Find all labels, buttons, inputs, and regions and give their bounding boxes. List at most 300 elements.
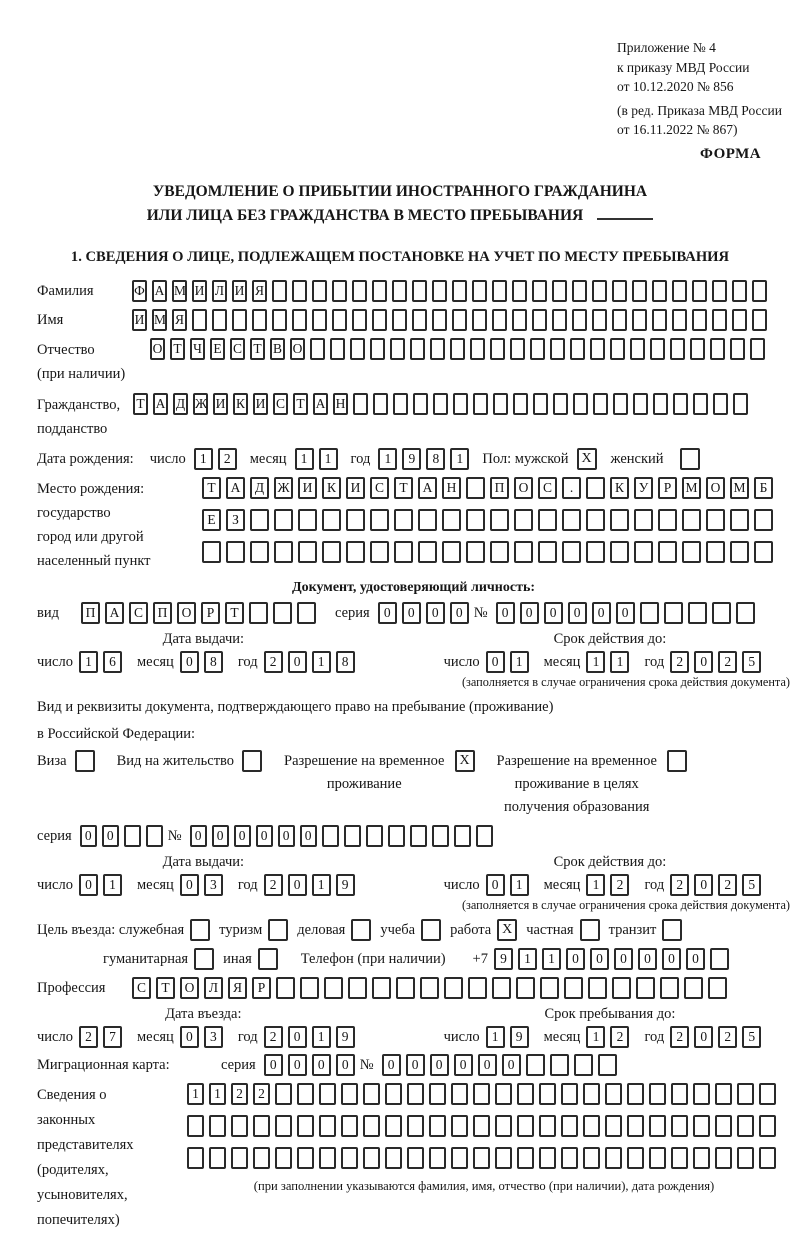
form-cell[interactable] bbox=[553, 393, 568, 415]
form-cell[interactable] bbox=[432, 825, 449, 847]
form-cell[interactable] bbox=[473, 1115, 490, 1137]
form-cell[interactable]: Т bbox=[225, 602, 244, 624]
form-cell[interactable] bbox=[730, 338, 745, 360]
form-cell[interactable]: 2 bbox=[670, 1026, 689, 1048]
form-cell[interactable]: 5 bbox=[742, 651, 761, 673]
form-cell[interactable] bbox=[693, 1147, 710, 1169]
form-cell[interactable]: 0 bbox=[544, 602, 563, 624]
form-cell[interactable] bbox=[640, 602, 659, 624]
form-cell[interactable] bbox=[392, 280, 407, 302]
form-cell[interactable] bbox=[682, 541, 701, 563]
doc-number-cells[interactable] bbox=[496, 602, 760, 624]
form-cell[interactable]: Н bbox=[333, 393, 348, 415]
form-cell[interactable]: 9 bbox=[494, 948, 513, 970]
form-cell[interactable]: 1 bbox=[187, 1083, 204, 1105]
form-cell[interactable]: А bbox=[226, 477, 245, 499]
purpose-humanitarian-checkbox[interactable] bbox=[194, 948, 214, 970]
form-cell[interactable] bbox=[451, 1147, 468, 1169]
stay-month-cells[interactable] bbox=[586, 1026, 634, 1048]
form-cell[interactable] bbox=[532, 280, 547, 302]
residence-number-cells[interactable] bbox=[190, 825, 498, 847]
purpose-tourism-checkbox[interactable] bbox=[268, 919, 288, 941]
form-cell[interactable]: 9 bbox=[336, 874, 355, 896]
form-cell[interactable]: 0 bbox=[502, 1054, 521, 1076]
form-cell[interactable] bbox=[298, 541, 317, 563]
form-cell[interactable] bbox=[583, 1083, 600, 1105]
form-cell[interactable]: 0 bbox=[102, 825, 119, 847]
form-cell[interactable]: П bbox=[81, 602, 100, 624]
form-cell[interactable] bbox=[759, 1083, 776, 1105]
form-cell[interactable]: 1 bbox=[510, 651, 529, 673]
form-cell[interactable]: 0 bbox=[662, 948, 681, 970]
form-cell[interactable] bbox=[442, 541, 461, 563]
form-cell[interactable] bbox=[453, 393, 468, 415]
form-cell[interactable]: И bbox=[132, 309, 147, 331]
form-cell[interactable] bbox=[533, 393, 548, 415]
form-cell[interactable]: 2 bbox=[718, 1026, 737, 1048]
form-cell[interactable] bbox=[690, 338, 705, 360]
form-cell[interactable] bbox=[759, 1147, 776, 1169]
form-cell[interactable]: 0 bbox=[212, 825, 229, 847]
form-cell[interactable]: 0 bbox=[256, 825, 273, 847]
form-cell[interactable] bbox=[730, 541, 749, 563]
purpose-official-checkbox[interactable] bbox=[190, 919, 210, 941]
form-cell[interactable] bbox=[231, 1147, 248, 1169]
form-cell[interactable]: . bbox=[562, 477, 581, 499]
form-cell[interactable] bbox=[430, 338, 445, 360]
form-cell[interactable] bbox=[562, 541, 581, 563]
form-cell[interactable] bbox=[649, 1083, 666, 1105]
form-cell[interactable] bbox=[605, 1115, 622, 1137]
form-cell[interactable] bbox=[341, 1147, 358, 1169]
form-cell[interactable] bbox=[592, 280, 607, 302]
form-cell[interactable]: 0 bbox=[592, 602, 611, 624]
form-cell[interactable] bbox=[252, 309, 267, 331]
form-cell[interactable] bbox=[671, 1115, 688, 1137]
form-cell[interactable] bbox=[649, 1147, 666, 1169]
form-cell[interactable] bbox=[341, 1115, 358, 1137]
form-cell[interactable]: 0 bbox=[180, 1026, 199, 1048]
form-cell[interactable] bbox=[297, 1083, 314, 1105]
purpose-business-checkbox[interactable] bbox=[351, 919, 371, 941]
form-cell[interactable] bbox=[370, 541, 389, 563]
birth-place-row2-cells[interactable] bbox=[202, 509, 778, 531]
form-cell[interactable] bbox=[300, 977, 319, 999]
form-cell[interactable] bbox=[202, 541, 221, 563]
form-cell[interactable]: М bbox=[730, 477, 749, 499]
form-cell[interactable]: Ч bbox=[190, 338, 205, 360]
form-cell[interactable] bbox=[650, 338, 665, 360]
form-cell[interactable] bbox=[297, 1115, 314, 1137]
form-cell[interactable]: 2 bbox=[610, 1026, 629, 1048]
birth-month-cells[interactable] bbox=[295, 448, 343, 470]
purpose-work-checkbox[interactable]: X bbox=[497, 919, 517, 941]
form-cell[interactable] bbox=[712, 602, 731, 624]
form-cell[interactable] bbox=[444, 977, 463, 999]
form-cell[interactable]: 1 bbox=[209, 1083, 226, 1105]
form-cell[interactable] bbox=[684, 977, 703, 999]
form-cell[interactable]: 0 bbox=[568, 602, 587, 624]
profession-cells[interactable] bbox=[132, 977, 732, 999]
residence-issue-month-cells[interactable] bbox=[180, 874, 228, 896]
form-cell[interactable] bbox=[432, 280, 447, 302]
form-cell[interactable] bbox=[292, 309, 307, 331]
form-cell[interactable]: О bbox=[290, 338, 305, 360]
form-cell[interactable] bbox=[370, 509, 389, 531]
form-cell[interactable] bbox=[564, 977, 583, 999]
form-cell[interactable] bbox=[412, 280, 427, 302]
form-cell[interactable] bbox=[372, 280, 387, 302]
form-cell[interactable]: 0 bbox=[180, 651, 199, 673]
purpose-transit-checkbox[interactable] bbox=[662, 919, 682, 941]
form-cell[interactable]: 0 bbox=[694, 1026, 713, 1048]
birth-day-cells[interactable] bbox=[194, 448, 242, 470]
form-cell[interactable] bbox=[737, 1083, 754, 1105]
form-cell[interactable]: 0 bbox=[486, 651, 505, 673]
form-cell[interactable]: 7 bbox=[103, 1026, 122, 1048]
form-cell[interactable]: 0 bbox=[80, 825, 97, 847]
form-cell[interactable]: М bbox=[172, 280, 187, 302]
form-cell[interactable] bbox=[209, 1115, 226, 1137]
form-cell[interactable] bbox=[493, 393, 508, 415]
form-cell[interactable] bbox=[273, 602, 292, 624]
form-cell[interactable]: 1 bbox=[312, 1026, 331, 1048]
form-cell[interactable] bbox=[452, 280, 467, 302]
form-cell[interactable]: 0 bbox=[406, 1054, 425, 1076]
form-cell[interactable] bbox=[187, 1147, 204, 1169]
form-cell[interactable]: И bbox=[192, 280, 207, 302]
form-cell[interactable]: Я bbox=[172, 309, 187, 331]
form-cell[interactable] bbox=[610, 509, 629, 531]
form-cell[interactable] bbox=[634, 509, 653, 531]
form-cell[interactable]: 1 bbox=[295, 448, 314, 470]
form-cell[interactable] bbox=[372, 977, 391, 999]
form-cell[interactable] bbox=[407, 1147, 424, 1169]
form-cell[interactable]: 1 bbox=[586, 651, 605, 673]
representatives-row1-cells[interactable] bbox=[187, 1083, 781, 1105]
residence-series-cells[interactable] bbox=[80, 825, 168, 847]
purpose-other-checkbox[interactable] bbox=[258, 948, 278, 970]
form-cell[interactable] bbox=[344, 825, 361, 847]
form-cell[interactable] bbox=[346, 509, 365, 531]
form-cell[interactable]: 2 bbox=[218, 448, 237, 470]
form-cell[interactable]: 2 bbox=[264, 651, 283, 673]
form-cell[interactable] bbox=[146, 825, 163, 847]
form-cell[interactable]: Ж bbox=[193, 393, 208, 415]
form-cell[interactable] bbox=[324, 977, 343, 999]
form-cell[interactable]: О bbox=[180, 977, 199, 999]
form-cell[interactable] bbox=[250, 541, 269, 563]
form-cell[interactable]: Л bbox=[204, 977, 223, 999]
form-cell[interactable] bbox=[692, 280, 707, 302]
form-cell[interactable] bbox=[372, 309, 387, 331]
form-cell[interactable] bbox=[476, 825, 493, 847]
form-cell[interactable] bbox=[319, 1147, 336, 1169]
form-cell[interactable] bbox=[539, 1115, 556, 1137]
form-cell[interactable] bbox=[573, 393, 588, 415]
form-cell[interactable]: 9 bbox=[402, 448, 421, 470]
form-cell[interactable]: 0 bbox=[450, 602, 469, 624]
form-cell[interactable]: О bbox=[514, 477, 533, 499]
form-cell[interactable] bbox=[612, 977, 631, 999]
form-cell[interactable]: И bbox=[253, 393, 268, 415]
doc-valid-month-cells[interactable] bbox=[586, 651, 634, 673]
form-cell[interactable] bbox=[353, 393, 368, 415]
form-cell[interactable] bbox=[319, 1083, 336, 1105]
form-cell[interactable] bbox=[664, 602, 683, 624]
form-cell[interactable] bbox=[552, 309, 567, 331]
form-cell[interactable]: И bbox=[213, 393, 228, 415]
form-cell[interactable] bbox=[633, 393, 648, 415]
mc-number-cells[interactable] bbox=[382, 1054, 622, 1076]
form-cell[interactable]: 1 bbox=[378, 448, 397, 470]
form-cell[interactable] bbox=[451, 1083, 468, 1105]
form-cell[interactable]: 1 bbox=[542, 948, 561, 970]
form-cell[interactable]: Т bbox=[293, 393, 308, 415]
form-cell[interactable]: И bbox=[346, 477, 365, 499]
form-cell[interactable] bbox=[322, 509, 341, 531]
form-cell[interactable] bbox=[451, 1115, 468, 1137]
form-cell[interactable]: Д bbox=[173, 393, 188, 415]
form-cell[interactable] bbox=[275, 1115, 292, 1137]
form-cell[interactable]: А bbox=[152, 280, 167, 302]
doc-kind-cells[interactable] bbox=[81, 602, 321, 624]
purpose-study-checkbox[interactable] bbox=[421, 919, 441, 941]
form-cell[interactable] bbox=[394, 509, 413, 531]
form-cell[interactable] bbox=[540, 977, 559, 999]
purpose-private-checkbox[interactable] bbox=[580, 919, 600, 941]
form-cell[interactable]: А bbox=[153, 393, 168, 415]
form-cell[interactable] bbox=[433, 393, 448, 415]
form-cell[interactable]: 0 bbox=[278, 825, 295, 847]
form-cell[interactable] bbox=[352, 309, 367, 331]
form-cell[interactable] bbox=[390, 338, 405, 360]
form-cell[interactable] bbox=[737, 1115, 754, 1137]
form-cell[interactable]: Т bbox=[250, 338, 265, 360]
entry-year-cells[interactable] bbox=[264, 1026, 360, 1048]
form-cell[interactable] bbox=[692, 309, 707, 331]
form-cell[interactable] bbox=[712, 309, 727, 331]
form-cell[interactable]: П bbox=[490, 477, 509, 499]
form-cell[interactable]: М bbox=[152, 309, 167, 331]
residence-issue-day-cells[interactable] bbox=[79, 874, 127, 896]
form-cell[interactable]: 2 bbox=[264, 1026, 283, 1048]
form-cell[interactable] bbox=[562, 509, 581, 531]
form-cell[interactable]: О bbox=[706, 477, 725, 499]
form-cell[interactable]: 0 bbox=[426, 602, 445, 624]
form-cell[interactable]: 1 bbox=[79, 651, 98, 673]
form-cell[interactable] bbox=[710, 948, 729, 970]
form-cell[interactable] bbox=[322, 825, 339, 847]
form-cell[interactable] bbox=[710, 338, 725, 360]
form-cell[interactable]: С bbox=[370, 477, 389, 499]
form-cell[interactable]: Е bbox=[210, 338, 225, 360]
form-cell[interactable] bbox=[752, 309, 767, 331]
form-cell[interactable] bbox=[495, 1083, 512, 1105]
form-cell[interactable] bbox=[452, 309, 467, 331]
form-cell[interactable] bbox=[332, 309, 347, 331]
form-cell[interactable]: 5 bbox=[742, 1026, 761, 1048]
form-cell[interactable] bbox=[330, 338, 345, 360]
form-cell[interactable] bbox=[363, 1083, 380, 1105]
patronymic-cells[interactable] bbox=[150, 338, 770, 360]
form-cell[interactable] bbox=[539, 1147, 556, 1169]
form-cell[interactable]: Я bbox=[228, 977, 247, 999]
form-cell[interactable]: Т bbox=[394, 477, 413, 499]
form-cell[interactable]: 9 bbox=[510, 1026, 529, 1048]
form-cell[interactable] bbox=[693, 393, 708, 415]
doc-issue-month-cells[interactable] bbox=[180, 651, 228, 673]
form-cell[interactable] bbox=[612, 309, 627, 331]
form-cell[interactable] bbox=[472, 280, 487, 302]
form-cell[interactable]: 5 bbox=[742, 874, 761, 896]
form-cell[interactable]: Т bbox=[156, 977, 175, 999]
form-cell[interactable]: 2 bbox=[718, 651, 737, 673]
form-cell[interactable]: 1 bbox=[319, 448, 338, 470]
form-cell[interactable]: 2 bbox=[718, 874, 737, 896]
temporary-residence-education-checkbox[interactable] bbox=[667, 750, 687, 772]
form-cell[interactable]: 8 bbox=[426, 448, 445, 470]
residence-permit-checkbox[interactable] bbox=[242, 750, 262, 772]
form-cell[interactable]: Т bbox=[170, 338, 185, 360]
form-cell[interactable] bbox=[715, 1147, 732, 1169]
form-cell[interactable] bbox=[420, 977, 439, 999]
form-cell[interactable] bbox=[363, 1115, 380, 1137]
doc-issue-year-cells[interactable] bbox=[264, 651, 360, 673]
form-cell[interactable]: 0 bbox=[520, 602, 539, 624]
form-cell[interactable]: 0 bbox=[616, 602, 635, 624]
form-cell[interactable] bbox=[466, 477, 485, 499]
form-cell[interactable] bbox=[572, 280, 587, 302]
form-cell[interactable]: Р bbox=[252, 977, 271, 999]
form-cell[interactable]: 8 bbox=[204, 651, 223, 673]
form-cell[interactable]: А bbox=[105, 602, 124, 624]
form-cell[interactable] bbox=[319, 1115, 336, 1137]
form-cell[interactable] bbox=[392, 309, 407, 331]
form-cell[interactable] bbox=[708, 977, 727, 999]
form-cell[interactable] bbox=[472, 309, 487, 331]
temporary-residence-checkbox[interactable]: X bbox=[455, 750, 475, 772]
form-cell[interactable] bbox=[759, 1115, 776, 1137]
form-cell[interactable]: 0 bbox=[566, 948, 585, 970]
form-cell[interactable] bbox=[610, 338, 625, 360]
form-cell[interactable]: 1 bbox=[510, 874, 529, 896]
form-cell[interactable]: З bbox=[226, 509, 245, 531]
form-cell[interactable] bbox=[550, 338, 565, 360]
form-cell[interactable]: К bbox=[233, 393, 248, 415]
form-cell[interactable]: А bbox=[418, 477, 437, 499]
form-cell[interactable] bbox=[592, 309, 607, 331]
form-cell[interactable] bbox=[552, 280, 567, 302]
form-cell[interactable] bbox=[517, 1115, 534, 1137]
gender-female-checkbox[interactable] bbox=[680, 448, 700, 470]
form-cell[interactable]: 0 bbox=[288, 1026, 307, 1048]
residence-valid-year-cells[interactable] bbox=[670, 874, 766, 896]
form-cell[interactable]: Р bbox=[658, 477, 677, 499]
form-cell[interactable]: 1 bbox=[486, 1026, 505, 1048]
form-cell[interactable] bbox=[418, 541, 437, 563]
form-cell[interactable] bbox=[627, 1115, 644, 1137]
form-cell[interactable] bbox=[630, 338, 645, 360]
form-cell[interactable]: 0 bbox=[638, 948, 657, 970]
form-cell[interactable]: К bbox=[610, 477, 629, 499]
form-cell[interactable] bbox=[715, 1115, 732, 1137]
form-cell[interactable] bbox=[516, 977, 535, 999]
form-cell[interactable] bbox=[588, 977, 607, 999]
form-cell[interactable]: 0 bbox=[288, 1054, 307, 1076]
form-cell[interactable] bbox=[274, 541, 293, 563]
form-cell[interactable]: Е bbox=[202, 509, 221, 531]
form-cell[interactable] bbox=[332, 280, 347, 302]
stay-day-cells[interactable] bbox=[486, 1026, 534, 1048]
form-cell[interactable]: 2 bbox=[79, 1026, 98, 1048]
form-cell[interactable]: 0 bbox=[79, 874, 98, 896]
form-cell[interactable] bbox=[652, 280, 667, 302]
form-cell[interactable]: 3 bbox=[204, 874, 223, 896]
form-cell[interactable] bbox=[550, 1054, 569, 1076]
form-cell[interactable]: С bbox=[538, 477, 557, 499]
form-cell[interactable] bbox=[754, 541, 773, 563]
form-cell[interactable] bbox=[574, 1054, 593, 1076]
form-cell[interactable] bbox=[250, 509, 269, 531]
form-cell[interactable] bbox=[466, 509, 485, 531]
representatives-row3-cells[interactable] bbox=[187, 1147, 781, 1169]
form-cell[interactable]: О bbox=[177, 602, 196, 624]
form-cell[interactable] bbox=[671, 1083, 688, 1105]
form-cell[interactable]: 0 bbox=[336, 1054, 355, 1076]
form-cell[interactable] bbox=[586, 541, 605, 563]
residence-valid-day-cells[interactable] bbox=[486, 874, 534, 896]
form-cell[interactable]: Д bbox=[250, 477, 269, 499]
form-cell[interactable] bbox=[712, 280, 727, 302]
form-cell[interactable] bbox=[517, 1083, 534, 1105]
form-cell[interactable] bbox=[473, 393, 488, 415]
form-cell[interactable] bbox=[312, 309, 327, 331]
form-cell[interactable] bbox=[598, 1054, 617, 1076]
form-cell[interactable]: 0 bbox=[190, 825, 207, 847]
form-cell[interactable]: 8 bbox=[336, 651, 355, 673]
form-cell[interactable] bbox=[385, 1115, 402, 1137]
form-cell[interactable] bbox=[490, 509, 509, 531]
form-cell[interactable] bbox=[730, 509, 749, 531]
form-cell[interactable]: 2 bbox=[231, 1083, 248, 1105]
form-cell[interactable] bbox=[226, 541, 245, 563]
form-cell[interactable] bbox=[473, 1147, 490, 1169]
form-cell[interactable]: 6 bbox=[103, 651, 122, 673]
form-cell[interactable] bbox=[736, 602, 755, 624]
form-cell[interactable]: 1 bbox=[194, 448, 213, 470]
form-cell[interactable] bbox=[572, 309, 587, 331]
form-cell[interactable] bbox=[732, 280, 747, 302]
form-cell[interactable]: 0 bbox=[454, 1054, 473, 1076]
citizenship-cells[interactable] bbox=[133, 393, 753, 415]
doc-issue-day-cells[interactable] bbox=[79, 651, 127, 673]
form-cell[interactable] bbox=[660, 977, 679, 999]
form-cell[interactable] bbox=[429, 1083, 446, 1105]
form-cell[interactable] bbox=[350, 338, 365, 360]
form-cell[interactable]: 0 bbox=[312, 1054, 331, 1076]
form-cell[interactable]: 1 bbox=[312, 874, 331, 896]
form-cell[interactable] bbox=[583, 1147, 600, 1169]
form-cell[interactable]: 0 bbox=[382, 1054, 401, 1076]
form-cell[interactable]: С bbox=[273, 393, 288, 415]
form-cell[interactable] bbox=[322, 541, 341, 563]
form-cell[interactable] bbox=[517, 1147, 534, 1169]
form-cell[interactable] bbox=[733, 393, 748, 415]
form-cell[interactable]: 1 bbox=[586, 874, 605, 896]
form-cell[interactable] bbox=[510, 338, 525, 360]
birth-place-row3-cells[interactable] bbox=[202, 541, 778, 563]
